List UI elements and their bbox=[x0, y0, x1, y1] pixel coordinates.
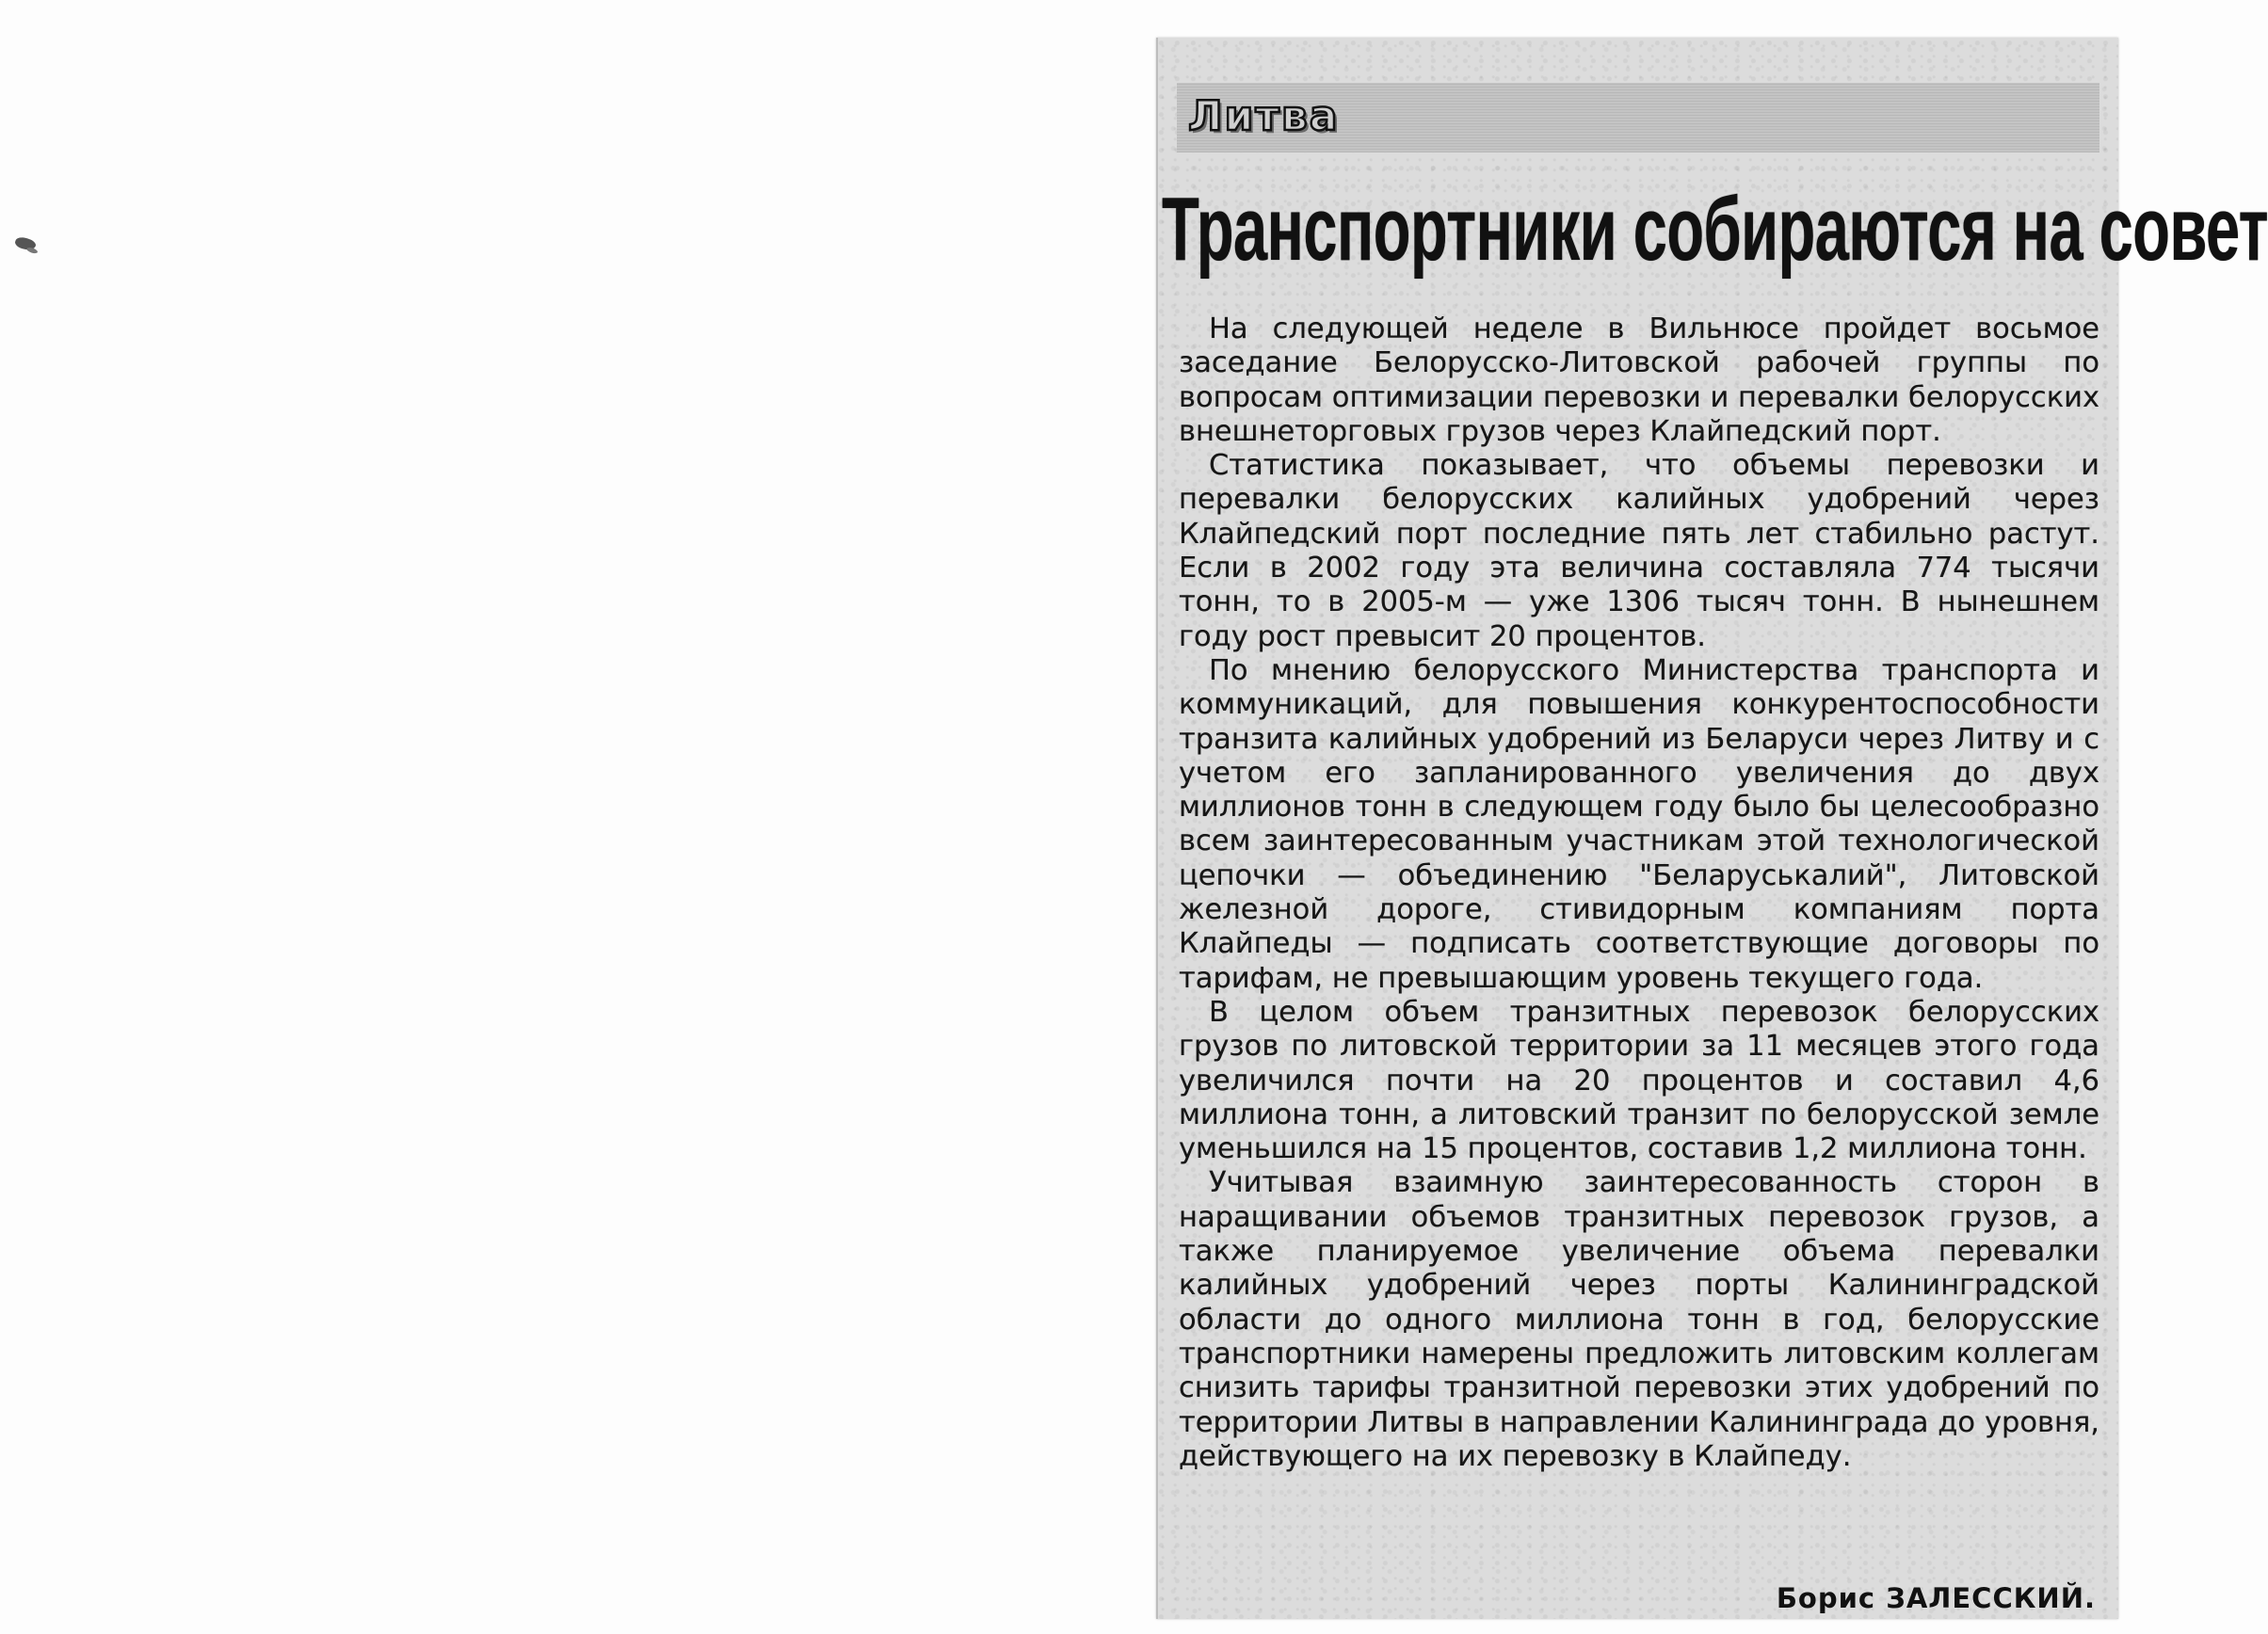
newspaper-clipping bbox=[1156, 38, 2268, 1619]
paragraph-5: Учитывая взаимную заинтересованность сторон в наращивании объемов транзитных перевозок грузов, а также планируемое увеличение объема перевалки калийных удобрений через порты Калининградской области до одного миллиона тонн в год, белорусские транспортники намерены предложить литовским коллегам снизить тарифы транзитной перевозки этих удобрений по территории Литвы в направлении Калининграда до уровня, действующего на их перевозку в Клайпеду. bbox=[1179, 1166, 2099, 1473]
rubric-bar bbox=[1177, 83, 2099, 152]
paragraph-1: На следующей неделе в Вильнюсе пройдет восьмое заседание Белорусско-Литовской рабочей группы по вопросам оптимизации перевозки и перевалки белорусских внешнеторговых грузов через Клайпедский порт. bbox=[1179, 312, 2099, 448]
paragraph-4: В целом объем транзитных перевозок белорусских грузов по литовской территории за 11 месяцев этого года увеличился почти на 20 процентов и составил 4,6 миллиона тонн, а литовский транзит по белорусской земле уменьшился на 15 процентов, составив 1,2 миллиона тонн. bbox=[1179, 995, 2099, 1166]
rubric-label: Литва bbox=[1188, 92, 1340, 140]
article-body bbox=[1179, 312, 2099, 1474]
author-signature: Борис ЗАЛЕССКИЙ. bbox=[1776, 1582, 2096, 1614]
paragraph-3: По мнению белорусского Министерства транспорта и коммуникаций, для повышения конкурентоспособности транзита калийных удобрений из Беларуси через Литву и с учетом его запланированного увеличения до двух миллионов тонн в следующем году было бы целесообразно всем заинтересованным участникам этой технологической цепочки — объединению "Беларуськалий", Литовской железной дороге, стивидорным компаниям порта Клайпеды — подписать соответствующие договоры по тарифам, не превышающим уровень текущего года. bbox=[1179, 653, 2099, 995]
scan-speck bbox=[14, 235, 38, 252]
paragraph-2: Статистика показывает, что объемы перевозки и перевалки белорусских калийных удобрений через Клайпедский порт последние пять лет стабильно растут. Если в 2002 году эта величина составляла 774 тысячи тонн, то в 2005-м — уже 1306 тысяч тонн. В нынешнем году рост превысит 20 процентов. bbox=[1179, 449, 2099, 653]
article-headline: Транспортники собираются на совет bbox=[1162, 179, 2268, 280]
